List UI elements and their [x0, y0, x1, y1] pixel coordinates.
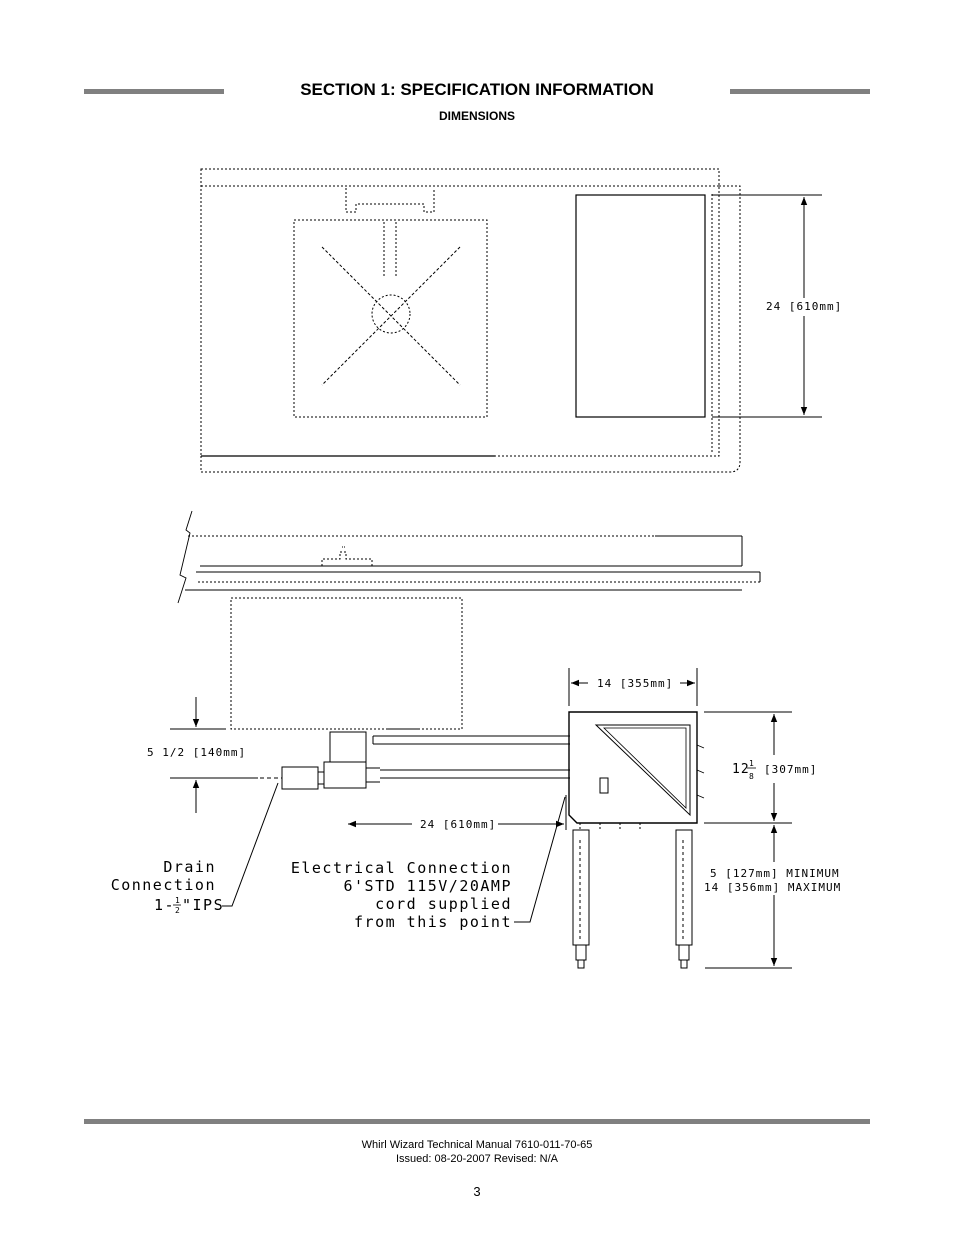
section-title: SECTION 1: SPECIFICATION INFORMATION [300, 80, 654, 99]
drain-fitting [330, 732, 366, 762]
svg-text:6'STD 115V/20AMP: 6'STD 115V/20AMP [343, 877, 512, 895]
drain-connection-note [111, 858, 224, 915]
pump-housing [569, 712, 697, 823]
svg-text:cord supplied: cord supplied [375, 895, 512, 913]
svg-text:2: 2 [175, 906, 182, 915]
side-offset-dimension: 24 [610mm] [420, 818, 497, 831]
svg-text:"IPS: "IPS [182, 896, 225, 914]
unit-width-dimension: 14 [355mm] [597, 677, 674, 690]
electrical-connection-note [291, 859, 512, 931]
footer-manual-title: Whirl Wizard Technical Manual 7610-011-70-65 [361, 1139, 593, 1151]
svg-text:12: 12 [732, 762, 750, 777]
pump-leg-right [676, 830, 692, 945]
svg-text:from this point: from this point [354, 913, 512, 931]
drainboard [576, 195, 705, 417]
drain-circle [372, 295, 410, 333]
unit-height-dimension [732, 759, 817, 781]
sink-outline [201, 169, 719, 456]
drain-leader [222, 783, 278, 906]
electrical-leader [514, 797, 565, 922]
footer-issue-date: Issued: 08-20-2007 Revised: N/A [395, 1153, 559, 1165]
footer-rule [84, 1119, 870, 1124]
svg-text:1-: 1- [154, 896, 176, 914]
svg-text:1: 1 [749, 759, 755, 768]
leg-min-dimension: 5 [127mm] MINIMUM [710, 867, 840, 880]
page-number: 3 [473, 1184, 481, 1199]
svg-text:8: 8 [749, 772, 755, 781]
svg-text:[307mm]: [307mm] [764, 763, 818, 776]
top-view [201, 169, 822, 472]
svg-text:Drain: Drain [163, 858, 216, 876]
top-depth-dimension: 24 [610mm] [766, 300, 843, 313]
svg-text:Electrical Connection: Electrical Connection [290, 859, 512, 877]
pump-leg-left [573, 830, 589, 945]
leg-max-dimension: 14 [356mm] MAXIMUM [704, 881, 842, 894]
drain-outlet [282, 767, 318, 789]
drain-height-dimension: 5 1/2 [140mm] [147, 746, 247, 759]
section-subtitle: DIMENSIONS [438, 109, 515, 123]
svg-text:1: 1 [175, 896, 182, 905]
svg-text:Connection: Connection [110, 876, 216, 894]
side-bowl [231, 598, 462, 729]
sink-bowl [294, 220, 487, 417]
